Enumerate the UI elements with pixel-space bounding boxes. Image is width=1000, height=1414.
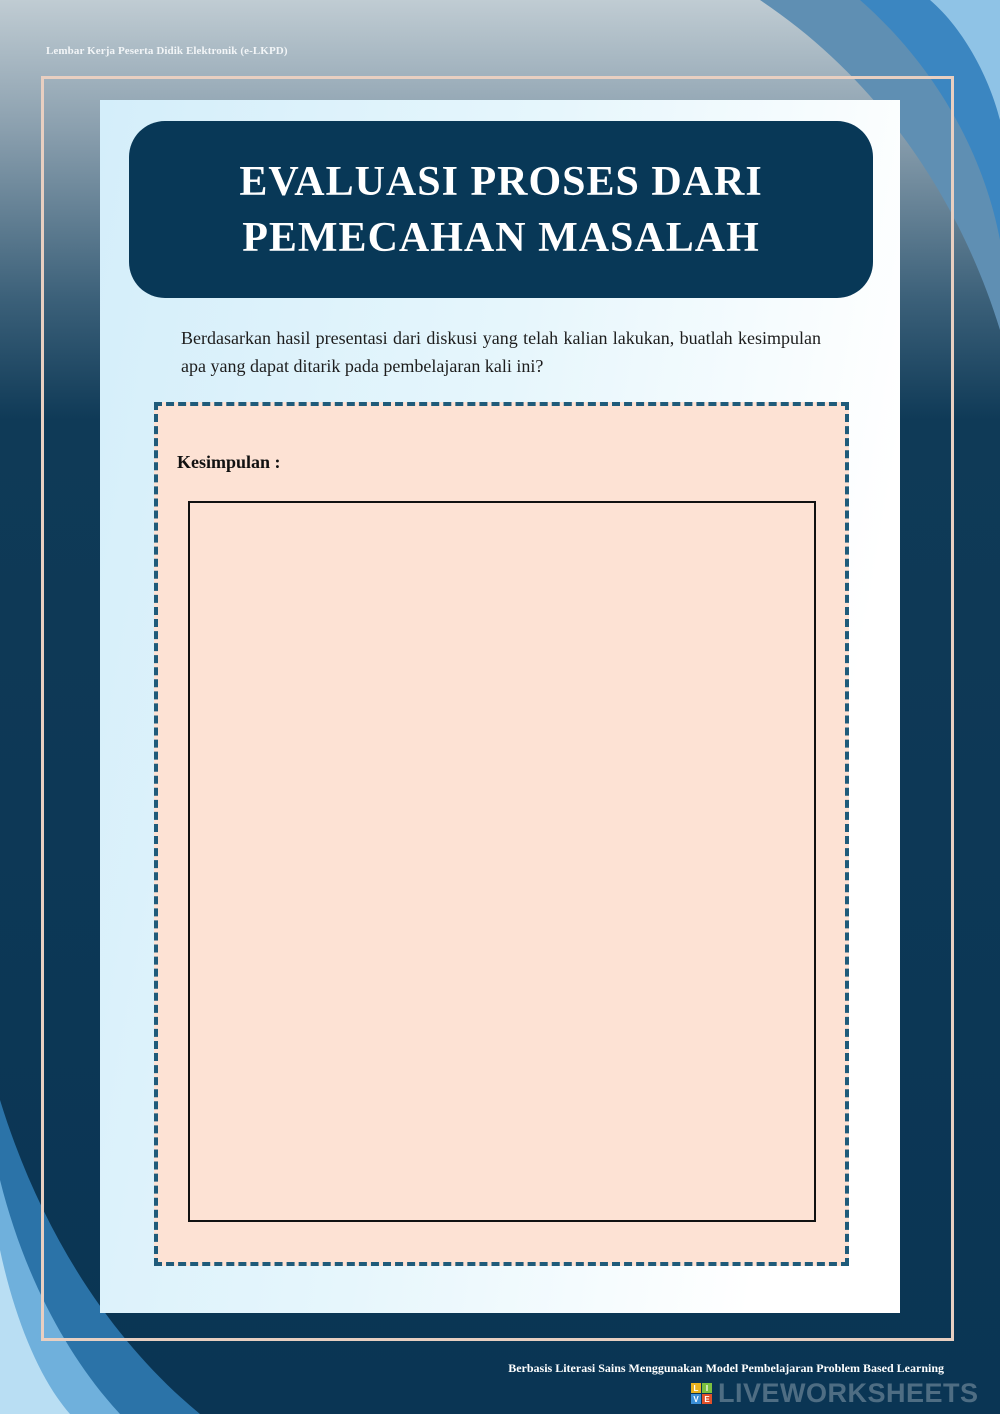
title-line-1: EVALUASI PROSES DARI xyxy=(239,158,763,205)
header-text: Lembar Kerja Peserta Didik Elektronik (e-LKPD) xyxy=(46,45,288,57)
kesimpulan-answer-field[interactable] xyxy=(188,501,816,1222)
liveworksheets-logo-icon xyxy=(691,1383,712,1404)
instruction-text: Berdasarkan hasil presentasi dari diskusi yang telah kalian lakukan, buatlah kesimpulan apa yang dapat ditarik pada pembelajaran kali ini? xyxy=(181,328,821,376)
logo-letter-v: V xyxy=(691,1394,701,1404)
footer-text: Berbasis Literasi Sains Menggunakan Model Pembelajaran Problem Based Learning xyxy=(508,1361,944,1375)
kesimpulan-label: Kesimpulan : xyxy=(177,452,281,472)
title-banner xyxy=(129,121,873,298)
liveworksheets-logo xyxy=(691,1378,979,1409)
logo-letter-i: I xyxy=(702,1383,712,1393)
logo-letter-e: E xyxy=(702,1394,712,1404)
liveworksheets-wordmark: LIVEWORKSHEETS xyxy=(718,1378,979,1408)
logo-letter-l: L xyxy=(691,1383,701,1393)
title-line-2: PEMECAHAN MASALAH xyxy=(242,214,760,261)
